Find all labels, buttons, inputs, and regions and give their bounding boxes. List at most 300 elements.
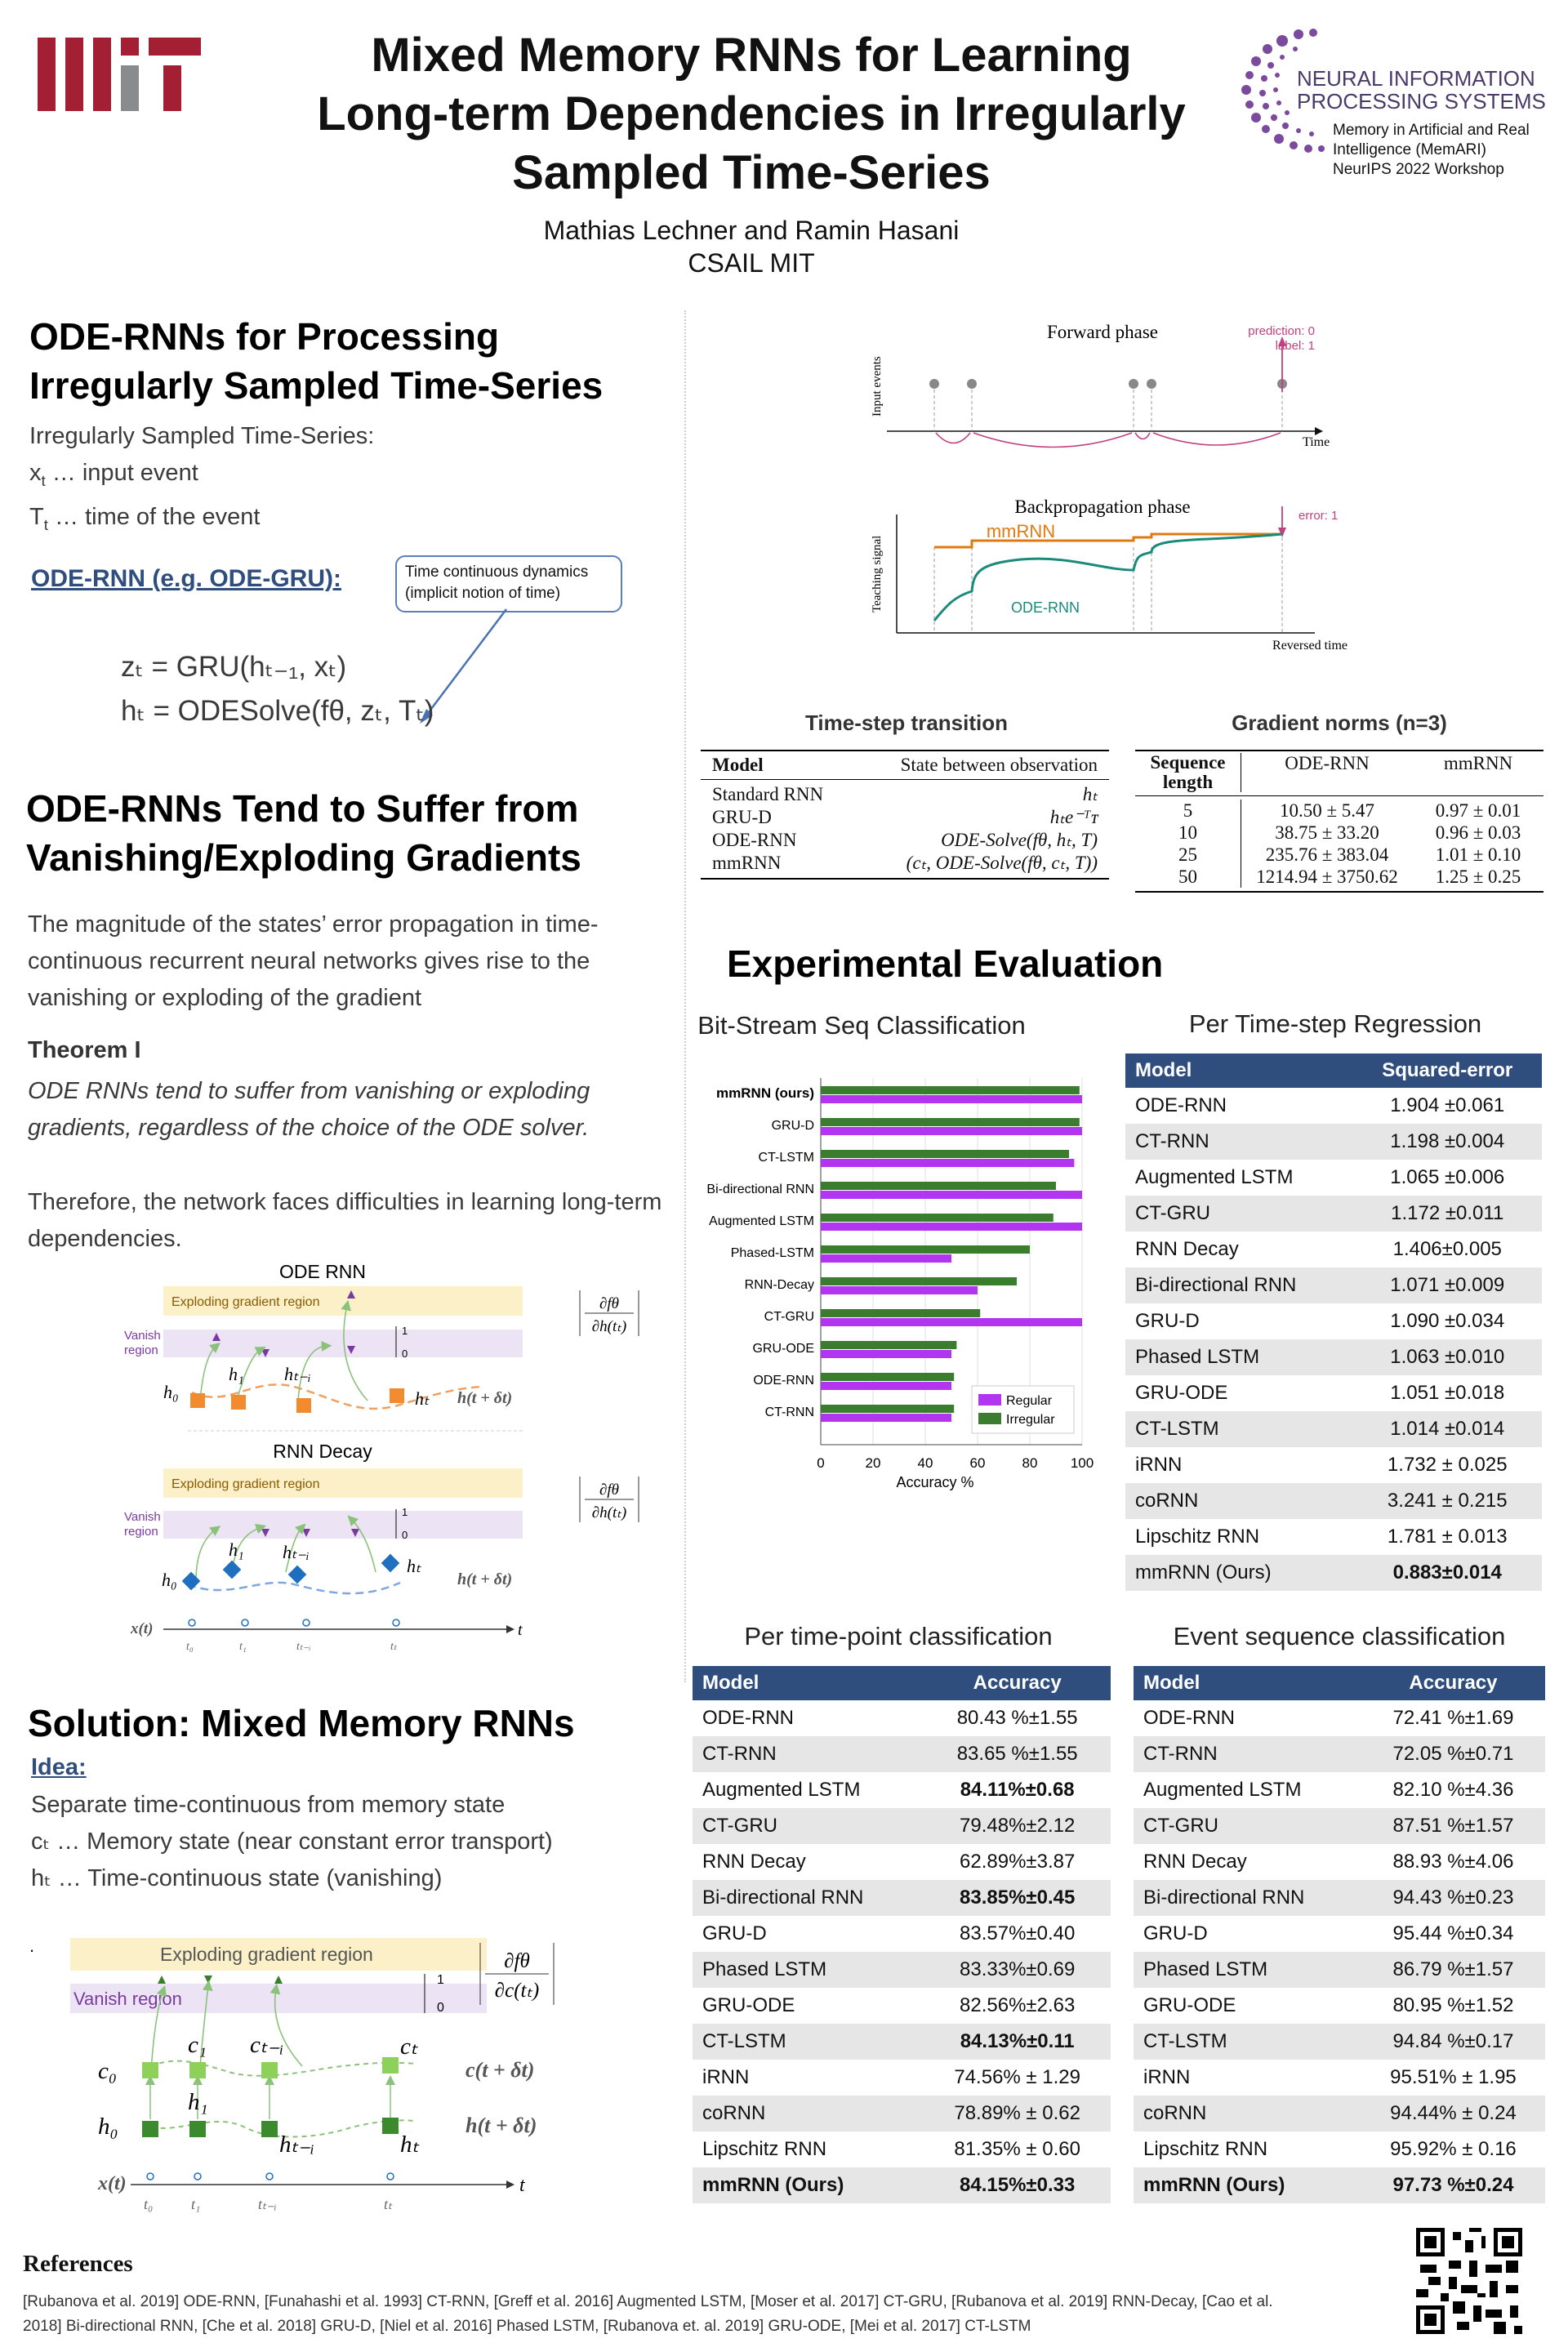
model-cell: Lipschitz RNN [1134,2132,1361,2167]
section-solution-title: Solution: Mixed Memory RNNs [28,1702,575,1744]
table-row [1125,1555,1542,1591]
svg-text:label: 1: label: 1 [1275,339,1315,353]
table-row [1134,2132,1545,2167]
esc-title: Event sequence classification [1173,1622,1506,1650]
svg-text:tₜ₋ᵢ: tₜ₋ᵢ [258,2196,277,2212]
gn-title: Gradient norms (n=3) [1232,710,1447,735]
value-cell: 72.05 %±0.71 [1361,1736,1545,1772]
model-cell: Bi-directional RNN [1134,1880,1361,1916]
svg-text:h(t + δt): h(t + δt) [457,1389,513,1407]
table-row [693,1736,1111,1772]
table-row [1134,2167,1545,2203]
bar-regular [821,1286,978,1294]
gn-ode: 1214.94 ± 3750.62 [1256,866,1398,887]
value-cell: 84.15%±0.33 [924,2167,1111,2203]
x-tick-label: 60 [969,1455,986,1471]
table-row [1125,1483,1542,1519]
svg-text:0: 0 [402,1348,408,1360]
table-row [1125,1447,1542,1483]
svg-text:hₜ: hₜ [400,2132,420,2158]
svg-text:Input events: Input events [871,356,884,416]
value-cell: 94.43 %±0.23 [1361,1880,1545,1916]
table-row [1134,1700,1545,1736]
section-odernn-title: ODE-RNNs for Processing Irregularly Sampled Time-Series [29,315,604,407]
poster-title: Mixed Memory RNNs for Learning Long-term Dependencies in Irregularly Sampled Time-Series [317,29,1186,199]
workshop-line2: Intelligence (MemARI) [1333,141,1486,158]
category-label: GRU-D [771,1119,814,1133]
bar-regular [821,1350,951,1358]
theorem-text: ODE RNNs tend to suffer from vanishing or exploding gradients, regardless of the choice of the ODE solver. [28,1078,590,1141]
exp-title: Experimental Evaluation [727,942,1164,985]
tst-state: hₜe⁻ᵀᴛ [1049,807,1098,827]
legend-swatch-regular [978,1394,1001,1405]
gn-ode: 10.50 ± 5.47 [1279,800,1375,821]
value-cell: 95.51% ± 1.95 [1361,2060,1545,2096]
table-row [1125,1303,1542,1339]
x-tick-label: 20 [865,1455,881,1471]
value-cell: 1.781 ± 0.013 [1352,1519,1542,1555]
svg-text:cₜ: cₜ [400,2034,418,2060]
model-cell: Augmented LSTM [1134,1772,1361,1808]
svg-text:tₜ₋ᵢ: tₜ₋ᵢ [296,1641,311,1653]
gn-mm: 0.97 ± 0.01 [1435,800,1521,821]
tst-state: hₜ [1082,784,1098,804]
authors [408,214,1094,279]
table-row [693,1916,1111,1952]
affiliation: CSAIL MIT [688,248,815,278]
value-cell: 1.065 ±0.006 [1352,1160,1542,1196]
x-tick-label: 40 [917,1455,933,1471]
category-label: mmRNN (ours) [716,1085,814,1101]
bar-regular [821,1318,1082,1326]
svg-text:hₜ₋ᵢ: hₜ₋ᵢ [283,1542,310,1562]
tst-row [712,806,1098,829]
table-row [1134,1916,1545,1952]
svg-text:hₜ: hₜ [407,1556,421,1576]
svg-text:h₁: h₁ [229,1539,244,1560]
svg-text:c₁: c₁ [188,2032,207,2058]
svg-text:Vanish region: Vanish region [74,1989,182,2009]
esc-table [1134,1666,1545,2203]
svg-text:c₀: c₀ [98,2058,117,2084]
bar-irregular [821,1373,954,1381]
svg-text:t: t [518,1621,523,1639]
bar-irregular [821,1118,1080,1126]
svg-text:∂h(tₜ): ∂h(tₜ) [591,1504,627,1521]
bar-regular [821,1095,1082,1103]
callout-box: Time continuous dynamics (implicit notion of time) [395,555,622,612]
bar-regular [821,1382,951,1390]
svg-text:h₀: h₀ [98,2114,118,2140]
table-row [1134,1880,1545,1916]
model-cell: mmRNN (Ours) [1125,1555,1352,1591]
x-tick-label: 0 [817,1455,825,1471]
svg-text:1: 1 [437,1973,444,1987]
value-cell: 94.44% ± 0.24 [1361,2096,1545,2132]
model-cell: CT-RNN [1125,1124,1352,1160]
value-cell: 97.73 %±0.24 [1361,2167,1545,2203]
gn-row [1135,800,1544,822]
value-cell: 1.406±0.005 [1352,1232,1542,1267]
value-cell: 62.89%±3.87 [924,1844,1111,1880]
x-tick-label: 100 [1070,1455,1094,1471]
model-cell: Bi-directional RNN [693,1880,924,1916]
therefore-paragraph: Therefore, the network faces difficulties in learning long-term dependencies. [28,1189,662,1252]
gn-row [1135,866,1544,888]
value-cell: 1.904 ±0.061 [1352,1088,1542,1124]
model-cell: GRU-ODE [1125,1375,1352,1411]
table-row [1134,2060,1545,2096]
svg-text:hₜ: hₜ [415,1388,430,1409]
svg-text:tₜ: tₜ [384,2196,393,2212]
model-cell: iRNN [693,2060,924,2096]
table-row [1125,1339,1542,1375]
legend-label-irregular: Irregular [1006,1413,1055,1427]
value-cell: 1.172 ±0.011 [1352,1196,1542,1232]
mit-logo [38,38,201,111]
theorem-heading: Theorem I [28,1037,141,1063]
gn-seq: 25 [1135,844,1241,866]
bar-irregular [821,1214,1054,1222]
gn-mm: 1.01 ± 0.10 [1435,844,1521,865]
x-tick-label: 80 [1022,1455,1038,1471]
svg-text:tₜ: tₜ [390,1641,398,1653]
svg-text:hₜ₋ᵢ: hₜ₋ᵢ [279,2132,314,2158]
svg-text:prediction: 0: prediction: 0 [1248,324,1315,338]
value-cell: 1.051 ±0.018 [1352,1375,1542,1411]
model-cell: Phased LSTM [693,1952,924,1988]
qr-code-icon [1416,2228,1522,2334]
model-cell: Bi-directional RNN [1125,1267,1352,1303]
value-cell: 81.35% ± 0.60 [924,2132,1111,2167]
value-cell: 94.84 %±0.17 [1361,2024,1545,2060]
stray-dot: . [29,1936,35,1956]
model-cell: mmRNN (Ours) [1134,2167,1361,2203]
gn-seq: 5 [1135,800,1241,822]
value-cell: 3.241 ± 0.215 [1352,1483,1542,1519]
value-cell: 1.198 ±0.004 [1352,1124,1542,1160]
ode-rnn-gradient-figure [98,1258,686,1666]
bar-regular [821,1127,1082,1135]
category-label: CT-LSTM [758,1151,814,1165]
neurips-line2: PROCESSING SYSTEMS [1297,89,1546,114]
category-label: ODE-RNN [753,1374,814,1388]
ptr-table [1125,1054,1542,1591]
table-header-model: Model [1125,1054,1352,1088]
svg-text:0: 0 [437,2001,444,2015]
gn-seq: 50 [1135,866,1241,888]
mmrnn-gradient-figure [65,1931,670,2225]
tst-table: Model State between observation Standard RNN hₜ GRU-D hₜe⁻ᵀᴛ ODE-RNN ODE-Solve(fθ, hₜ, T) mmRNN (cₜ, ODE-Solve(fθ, cₜ, T)) [701,750,1109,880]
value-cell: 1.063 ±0.010 [1352,1339,1542,1375]
svg-text:∂fθ: ∂fθ [599,1481,620,1499]
model-cell: ODE-RNN [1134,1700,1361,1736]
svg-text:h₀: h₀ [163,1382,179,1402]
value-cell: 1.014 ±0.014 [1352,1411,1542,1447]
category-label: CT-RNN [764,1405,814,1419]
value-cell: 0.883±0.014 [1352,1555,1542,1591]
svg-text:Exploding gradient region: Exploding gradient region [172,1295,320,1309]
table-row [693,1952,1111,1988]
model-cell: Lipschitz RNN [1125,1519,1352,1555]
tst-model: ODE-RNN [712,830,797,850]
table-header-value: Accuracy [924,1666,1111,1700]
table-row [693,2024,1111,2060]
table-row [1125,1411,1542,1447]
value-cell: 83.65 %±1.55 [924,1736,1111,1772]
value-cell: 1.071 ±0.009 [1352,1267,1542,1303]
category-label: GRU-ODE [752,1342,814,1356]
model-cell: RNN Decay [1134,1844,1361,1880]
table-row [1125,1232,1542,1267]
tst-title: Time-step transition [804,710,1008,735]
table-header-model: Model [693,1666,924,1700]
value-cell: 88.93 %±4.06 [1361,1844,1545,1880]
bitstream-title: Bit-Stream Seq Classification [697,1011,1026,1040]
bar-irregular [821,1150,1069,1158]
table-row [693,1880,1111,1916]
rnn-decay-title: RNN Decay [273,1441,372,1462]
svg-text:region: region [124,1525,158,1539]
table-row [1125,1375,1542,1411]
svg-text:hₜ₋ᵢ: hₜ₋ᵢ [284,1364,311,1384]
table-row [693,1808,1111,1844]
svg-text:h(t + δt): h(t + δt) [457,1570,513,1588]
author-names: Mathias Lechner and Ramin Hasani [543,216,960,245]
svg-text:x(t): x(t) [131,1620,154,1637]
model-cell: GRU-ODE [1134,1988,1361,2024]
model-cell: iRNN [1134,2060,1361,2096]
svg-text:0: 0 [402,1529,408,1541]
svg-text:error: 1: error: 1 [1298,509,1339,523]
phase-figure [858,310,1364,662]
value-cell: 87.51 %±1.57 [1361,1808,1545,1844]
model-cell: CT-GRU [1125,1196,1352,1232]
ptc-table [693,1666,1111,2203]
table-row [1134,2096,1545,2132]
svg-text:∂fθ: ∂fθ [504,1950,530,1972]
table-row [1134,1808,1545,1844]
svg-text:region: region [124,1343,158,1357]
value-cell: 95.44 %±0.34 [1361,1916,1545,1952]
model-cell: ODE-RNN [693,1700,924,1736]
svg-text:1: 1 [402,1325,408,1337]
table-row [693,2132,1111,2167]
table-row [1134,1736,1545,1772]
svg-text:h₁: h₁ [229,1364,244,1384]
model-cell: coRNN [693,2096,924,2132]
table-row [693,2060,1111,2096]
legend-swatch-irregular [978,1413,1001,1424]
value-cell: 84.13%±0.11 [924,2024,1111,2060]
table-row [1125,1267,1542,1303]
table-row [1134,1988,1545,2024]
category-label: Phased-LSTM [730,1246,814,1260]
references-title: References [23,2251,133,2277]
workshop-line1: Memory in Artificial and Real [1333,122,1530,139]
bar-irregular [821,1182,1056,1190]
odernn-formula: zₜ = GRU(hₜ₋₁, xₜ) hₜ = ODESolve(fθ, zₜ, Tₜ) [121,651,434,727]
bar-regular [821,1254,951,1263]
tst-row [712,783,1098,806]
table-row [1125,1088,1542,1124]
table-header-value: Accuracy [1361,1666,1545,1700]
bar-regular [821,1414,951,1422]
svg-text:t: t [519,2175,525,2196]
table-row [693,1700,1111,1736]
svg-text:1: 1 [402,1506,408,1518]
model-cell: CT-RNN [693,1736,924,1772]
svg-text:ODE-RNN: ODE-RNN [1011,599,1080,616]
model-cell: GRU-D [1134,1916,1361,1952]
table-row [693,1988,1111,2024]
table-row [1134,1952,1545,1988]
model-cell: CT-RNN [1134,1736,1361,1772]
neurips-logo [1233,24,1560,196]
value-cell: 72.41 %±1.69 [1361,1700,1545,1736]
gn-mm: 1.25 ± 0.25 [1435,866,1521,887]
tst-model: Standard RNN [712,784,824,804]
svg-text:Forward phase: Forward phase [1046,322,1159,342]
category-label: Bi-directional RNN [706,1183,814,1196]
value-cell: 83.33%±0.69 [924,1952,1111,1988]
tst-state: (cₜ, ODE-Solve(fθ, cₜ, T)) [906,853,1098,873]
svg-text:t₁: t₁ [191,2196,201,2212]
svg-text:Vanish: Vanish [124,1510,161,1524]
value-cell: 80.43 %±1.55 [924,1700,1111,1736]
svg-text:Backpropagation phase: Backpropagation phase [1014,497,1191,517]
table-row [1125,1519,1542,1555]
ptr-title: Per Time-step Regression [1188,1009,1482,1038]
ptc-title: Per time-point classification [744,1622,1053,1650]
model-cell: RNN Decay [1125,1232,1352,1267]
value-cell: 80.95 %±1.52 [1361,1988,1545,2024]
category-label: Augmented LSTM [709,1214,814,1228]
value-cell: 82.10 %±4.36 [1361,1772,1545,1808]
model-cell: CT-LSTM [1134,2024,1361,2060]
bar-irregular [821,1245,1030,1254]
tst-model: mmRNN [712,853,782,873]
table-row [1125,1160,1542,1196]
value-cell: 1.732 ± 0.025 [1352,1447,1542,1483]
table-row [693,2167,1111,2203]
bitstream-bar-chart [690,1054,1098,1535]
category-label: CT-GRU [764,1310,814,1324]
bar-irregular [821,1405,954,1413]
neurips-line1: NEURAL INFORMATION [1297,66,1535,91]
category-label: RNN-Decay [744,1278,814,1292]
model-cell: CT-GRU [1134,1808,1361,1844]
table-row [693,1844,1111,1880]
svg-text:Teaching signal: Teaching signal [871,535,884,612]
svg-text:x(t): x(t) [98,2173,127,2194]
svg-text:Vanish: Vanish [124,1329,161,1343]
svg-text:t₀: t₀ [186,1641,194,1653]
table-row [1134,1844,1545,1880]
svg-text:Time: Time [1303,435,1330,449]
value-cell: 79.48%±2.12 [924,1808,1111,1844]
legend-label-regular: Regular [1006,1394,1053,1408]
svg-text:t₀: t₀ [144,2196,154,2212]
gn-ode: 235.76 ± 383.04 [1265,844,1389,865]
model-cell: Phased LSTM [1134,1952,1361,1988]
table-header-value: Squared-error [1352,1054,1542,1088]
solution-text: Separate time-continuous from memory state cₜ … Memory state (near constant error transport) hₜ … Time-continuous state (vanishing) [31,1792,553,1891]
workshop-line3: NeurIPS 2022 Workshop [1333,161,1504,178]
section-gradients-title: ODE-RNNs Tend to Suffer from Vanishing/Exploding Gradients [26,787,581,879]
model-cell: iRNN [1125,1447,1352,1483]
value-cell: 82.56%±2.63 [924,1988,1111,2024]
bar-irregular [821,1086,1080,1094]
svg-text:h₁: h₁ [188,2089,208,2115]
value-cell: 84.11%±0.68 [924,1772,1111,1808]
table-row [1134,2024,1545,2060]
ode-rnn-title: ODE RNN [278,1261,367,1282]
references-text: [Rubanova et al. 2019] ODE-RNN, [Funahashi et al. 1993] CT-RNN, [Greff et al. 2016] Augmented LSTM, [Moser et al. 2017] CT-GRU, [Rubanova et al. 2019] RNN-Decay, [Cao et al. 2018] Bi-directional RNN, [Che et al. 2018] GRU-D, [Niel et al. 2016] Phased LSTM, [Rubanova et. al. 2019] GRU-ODE, [Mei et al. 2017] CT-LSTM [23,2293,1273,2335]
svg-text:∂h(tₜ): ∂h(tₜ) [591,1318,627,1335]
table-row [693,2096,1111,2132]
model-cell: mmRNN (Ours) [693,2167,924,2203]
svg-text:h(t + δt): h(t + δt) [466,2114,537,2137]
x-axis-label: Accuracy % [896,1474,974,1490]
model-cell: GRU-ODE [693,1988,924,2024]
bar-regular [821,1223,1082,1231]
odernn-subheading: ODE-RNN (e.g. ODE-GRU): [31,565,341,592]
tst-row [712,852,1098,875]
svg-text:t₁: t₁ [239,1641,247,1653]
gn-row [1135,822,1544,844]
model-cell: Lipschitz RNN [693,2132,924,2167]
bar-irregular [821,1341,956,1349]
gn-mm: 0.96 ± 0.03 [1435,822,1521,843]
svg-text:c(t + δt): c(t + δt) [466,2058,535,2082]
svg-text:Reversed time: Reversed time [1272,639,1348,653]
table-row [693,1772,1111,1808]
svg-text:cₜ₋ᵢ: cₜ₋ᵢ [250,2032,284,2058]
model-cell: coRNN [1134,2096,1361,2132]
model-cell: Augmented LSTM [693,1772,924,1808]
svg-text:mmRNN: mmRNN [986,521,1056,541]
model-cell: ODE-RNN [1125,1088,1352,1124]
gn-row [1135,844,1544,866]
model-cell: GRU-D [1125,1303,1352,1339]
gn-ode: 38.75 ± 33.20 [1275,822,1379,843]
svg-text:h₀: h₀ [162,1570,177,1590]
table-header-model: Model [1134,1666,1361,1700]
bar-irregular [821,1277,1017,1285]
svg-text:∂c(tₜ): ∂c(tₜ) [494,1980,540,2002]
gn-seq: 10 [1135,822,1241,844]
odernn-definitions: Irregularly Sampled Time-Series: $x_t$ … input event $T_t$ … time of the event [29,423,375,533]
idea-heading: Idea: [31,1754,87,1780]
value-cell: 1.090 ±0.034 [1352,1303,1542,1339]
bar-regular [821,1191,1082,1199]
svg-text:Exploding gradient region: Exploding gradient region [172,1477,320,1491]
table-row [1125,1196,1542,1232]
model-cell: RNN Decay [693,1844,924,1880]
model-cell: CT-GRU [693,1808,924,1844]
tst-row [712,829,1098,852]
gradient-paragraph: The magnitude of the states’ error propagation in time-continuous recurrent neural networks gives rise to the vanishing or exploding of the gradient [28,911,599,1011]
tst-model: GRU-D [712,807,772,827]
value-cell: 95.92% ± 0.16 [1361,2132,1545,2167]
gn-table: Sequence length ODE-RNN mmRNN 5 10.50 ± 5.47 0.97 ± 0.01 10 38.75 ± 33.20 0.96 ± 0.03 25 235.76 ± 383.04 1.01 ± 0.10 50 1214.94 ± 3750.62 1.25 ± 0.25 [1135,750,1544,893]
table-row [1134,1772,1545,1808]
value-cell: 83.85%±0.45 [924,1880,1111,1916]
value-cell: 74.56% ± 1.29 [924,2060,1111,2096]
model-cell: CT-LSTM [1125,1411,1352,1447]
value-cell: 78.89% ± 0.62 [924,2096,1111,2132]
